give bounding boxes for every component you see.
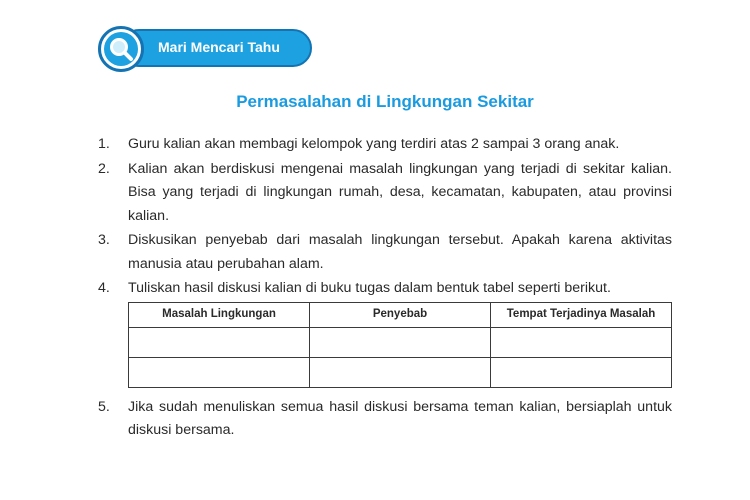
discussion-table [128,302,672,388]
table-cell [491,327,672,357]
item-number: 3. [98,232,110,248]
list-item [98,229,672,276]
instruction-list [98,133,672,444]
item-number: 5. [98,398,110,415]
table-cell [310,327,491,357]
table-cell [310,357,491,387]
item-text: Diskusikan penyebab dari masalah lingkungan tersebut. Apakah karena aktivitas manusia atau perubahan alam. [128,232,672,272]
item-number: 4. [98,280,110,296]
table-row [129,357,672,387]
table-cell [129,357,310,387]
list-item [98,158,672,229]
page-title: Permasalahan di Lingkungan Sekitar [236,92,534,111]
table-row [129,327,672,357]
item-number: 1. [98,136,110,152]
item-text: Tuliskan hasil diskusi kalian di buku tugas dalam bentuk tabel seperti berikut. [128,280,611,296]
list-item [98,277,672,301]
section-badge [98,26,314,72]
item-text: Jika sudah menuliskan semua hasil diskusi bersama teman kalian, bersiaplah untuk diskusi bersama. [128,398,672,438]
column-header: Masalah Lingkungan [129,302,310,327]
column-header: Penyebab [310,302,491,327]
item-text: Kalian akan berdiskusi mengenai masalah lingkungan yang terjadi di sekitar kalian. Bisa yang terjadi di lingkungan rumah, desa, kecamatan, kabupaten, atau provinsi kalian. [128,160,672,224]
item-number: 2. [98,160,110,177]
list-item [98,133,672,157]
table-header-row [129,302,672,327]
item-text: Guru kalian akan membagi kelompok yang terdiri atas 2 sampai 3 orang anak. [128,136,620,152]
table-cell [129,327,310,357]
column-header: Tempat Terjadinya Masalah [491,302,672,327]
badge-label: Mari Mencari Tahu [158,39,280,55]
table-cell [491,357,672,387]
magnifier-icon [98,26,144,72]
list-item [98,396,672,443]
